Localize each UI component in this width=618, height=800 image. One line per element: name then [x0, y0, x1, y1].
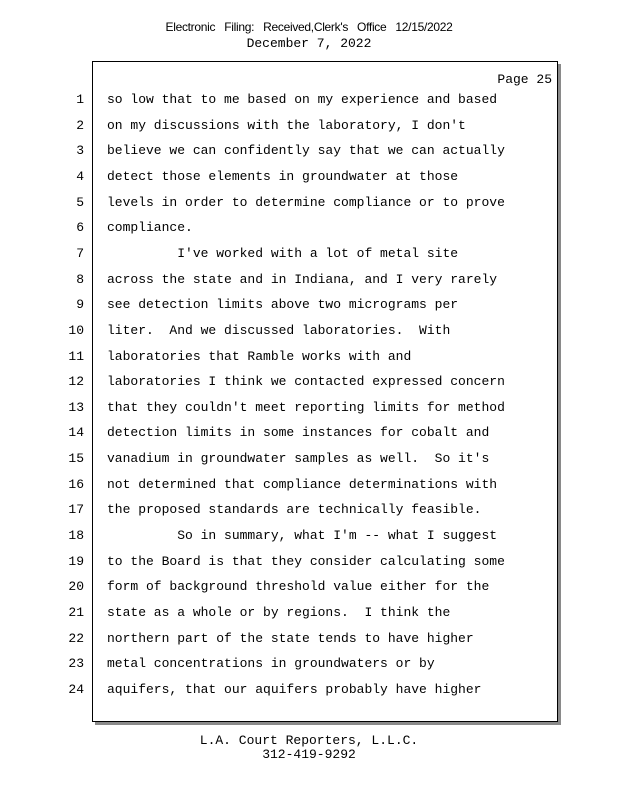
- transcript-line: [0, 400, 618, 420]
- line-text: to the Board is that they consider calculating some: [107, 553, 505, 569]
- line-number: 5: [76, 194, 84, 210]
- line-text: believe we can confidently say that we can actually: [107, 143, 505, 159]
- line-number: 16: [68, 476, 84, 492]
- transcript-line: [0, 246, 618, 266]
- transcript-line: [0, 374, 618, 394]
- line-text: liter. And we discussed laboratories. With: [107, 322, 451, 338]
- line-text: metal concentrations in groundwaters or by: [107, 656, 435, 672]
- line-text: detect those elements in groundwater at those: [107, 168, 459, 184]
- transcript-line: [0, 477, 618, 497]
- line-text: on my discussions with the laboratory, I don't: [107, 117, 466, 133]
- page-number-label: Page 25: [497, 72, 552, 87]
- line-number: 2: [76, 117, 84, 133]
- transcript-line: [0, 502, 618, 522]
- line-text: aquifers, that our aquifers probably have higher: [107, 681, 482, 697]
- transcript-line: [0, 92, 618, 112]
- line-text: So in summary, what I'm -- what I suggest: [107, 528, 498, 544]
- transcript-line: [0, 425, 618, 445]
- line-text: I've worked with a lot of metal site: [107, 245, 459, 261]
- line-text: detection limits in some instances for cobalt and: [107, 425, 490, 441]
- line-text: that they couldn't meet reporting limits for method: [107, 399, 505, 415]
- transcript-line: [0, 682, 618, 702]
- transcript-line: [0, 451, 618, 471]
- line-number: 23: [68, 656, 84, 672]
- line-text: northern part of the state tends to have higher: [107, 630, 474, 646]
- line-text: laboratories I think we contacted expressed concern: [107, 374, 505, 390]
- reporter-company: L.A. Court Reporters, L.L.C.: [199, 733, 419, 748]
- transcript-line: [0, 169, 618, 189]
- line-text: form of background threshold value either for the: [107, 579, 490, 595]
- line-number: 8: [76, 271, 84, 287]
- line-text: not determined that compliance determinations with: [107, 476, 498, 492]
- line-text: levels in order to determine compliance or to prove: [107, 194, 505, 210]
- line-text: across the state and in Indiana, and I very rarely: [107, 271, 498, 287]
- transcript-line: [0, 195, 618, 215]
- line-number: 11: [68, 348, 84, 364]
- line-number: 18: [68, 528, 84, 544]
- transcript-line: [0, 297, 618, 317]
- line-text: laboratories that Ramble works with and: [107, 348, 412, 364]
- hearing-date: December 7, 2022: [246, 36, 372, 51]
- line-number: 7: [76, 245, 84, 261]
- line-number: 9: [76, 297, 84, 313]
- transcript-line: [0, 656, 618, 676]
- line-number: 3: [76, 143, 84, 159]
- line-number: 21: [68, 605, 84, 620]
- line-number: 1: [76, 92, 84, 107]
- line-number: 20: [68, 579, 84, 595]
- line-number: 10: [68, 322, 84, 338]
- transcript-line: [0, 554, 618, 574]
- line-text: vanadium in groundwater samples as well. So it's: [107, 451, 490, 467]
- line-text: see detection limits above two micrograms per: [107, 297, 459, 313]
- transcript-line: [0, 220, 618, 240]
- transcript-line: [0, 605, 618, 625]
- transcript-line: [0, 579, 618, 599]
- reporter-phone: 312-419-9292: [262, 747, 356, 762]
- line-number: 22: [68, 630, 84, 646]
- line-number: 17: [68, 502, 84, 518]
- line-text: compliance.: [107, 220, 193, 236]
- line-number: 12: [68, 374, 84, 390]
- filing-stamp: Electronic Filing: Received,Clerk's Office 12/15/2022: [165, 20, 453, 34]
- transcript-line: [0, 143, 618, 163]
- line-text: so low that to me based on my experience and based: [107, 92, 498, 107]
- line-text: the proposed standards are technically feasible.: [107, 502, 482, 518]
- transcript-line: [0, 349, 618, 369]
- line-number: 6: [76, 220, 84, 236]
- line-number: 24: [68, 681, 84, 697]
- transcript-line: [0, 528, 618, 548]
- line-number: 14: [68, 425, 84, 441]
- line-number: 13: [68, 399, 84, 415]
- transcript-line: [0, 118, 618, 138]
- transcript-line: [0, 631, 618, 651]
- line-text: state as a whole or by regions. I think the: [107, 605, 451, 620]
- transcript-line: [0, 323, 618, 343]
- line-number: 19: [68, 553, 84, 569]
- transcript-line: [0, 272, 618, 292]
- line-number: 4: [76, 168, 84, 184]
- line-number: 15: [68, 451, 84, 467]
